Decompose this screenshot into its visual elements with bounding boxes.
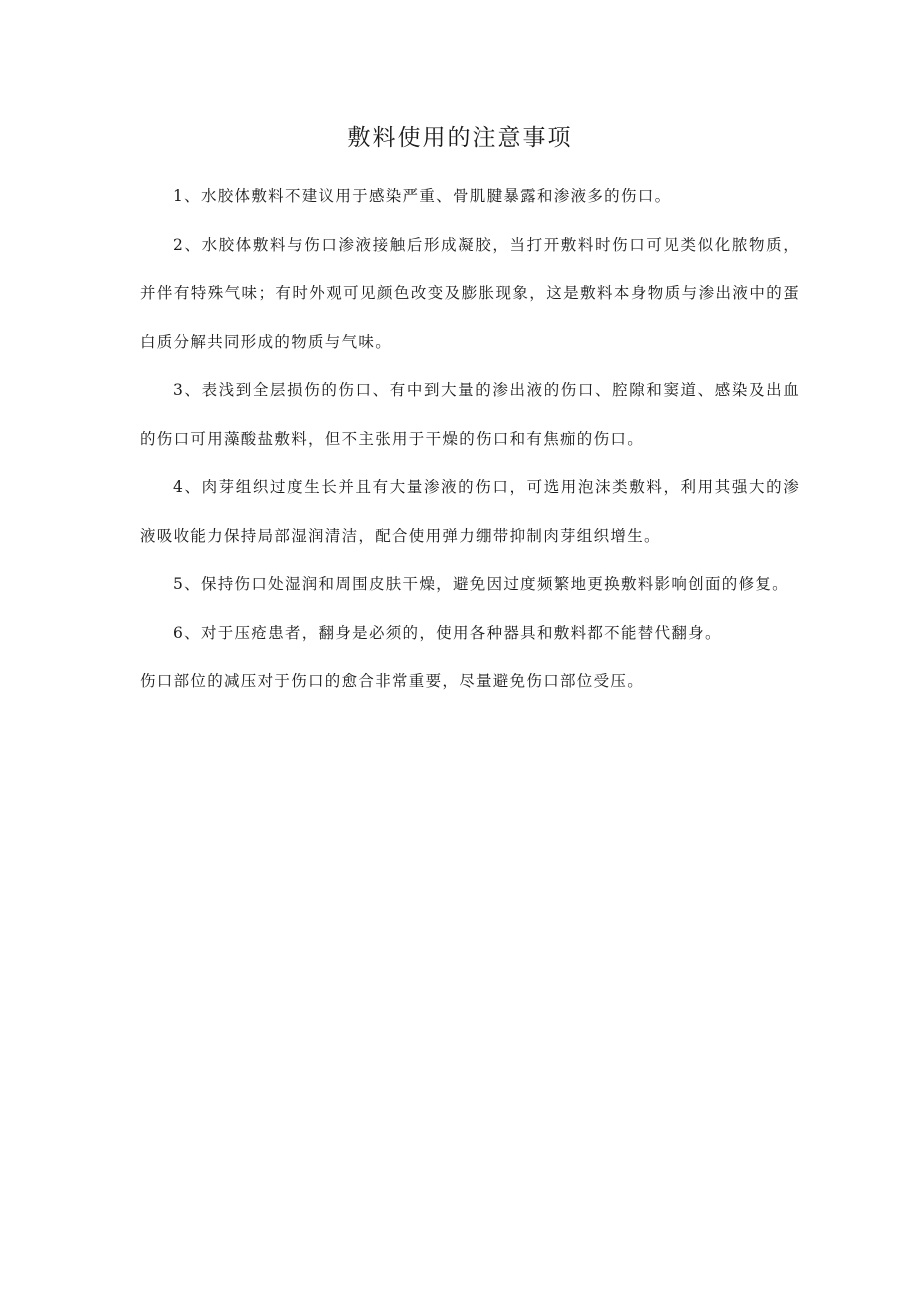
document-title: 敷料使用的注意事项 — [347, 125, 573, 151]
paragraph-5: 5、保持伤口处湿润和周围皮肤干燥，避免因过度频繁地更换敷料影响创面的修复。 — [173, 575, 789, 593]
paragraph-3: 3、表浅到全层损伤的伤口、有中到大量的渗出液的伤口、腔隙和窦道、感染及出血的伤口可用藻酸盐敷料，但不主张用于干燥的伤口和有焦痂的伤口。 — [140, 381, 800, 448]
paragraph-1: 1、水胶体敷料不建议用于感染严重、骨肌腱暴露和渗液多的伤口。 — [173, 187, 672, 205]
document-body — [140, 172, 800, 706]
paragraph-2: 2、水胶体敷料与伤口渗液接触后形成凝胶，当打开敷料时伤口可见类似化脓物质，并伴有特殊气味；有时外观可见颜色改变及膨胀现象，这是敷料本身物质与渗出液中的蛋白质分解共同形成的物质与气味。 — [140, 235, 800, 351]
paragraph-6: 6、对于压疮患者，翻身是必须的，使用各种器具和敷料都不能替代翻身。 — [173, 623, 722, 642]
paragraph-4: 4、肉芽组织过度生长并且有大量渗液的伤口，可选用泡沫类敷料，利用其强大的渗液吸收能力保持局部湿润清洁，配合使用弹力绷带抑制肉芽组织增生。 — [140, 478, 800, 545]
closing-note: 伤口部位的减压对于伤口的愈合非常重要，尽量避免伤口部位受压。 — [140, 672, 645, 690]
